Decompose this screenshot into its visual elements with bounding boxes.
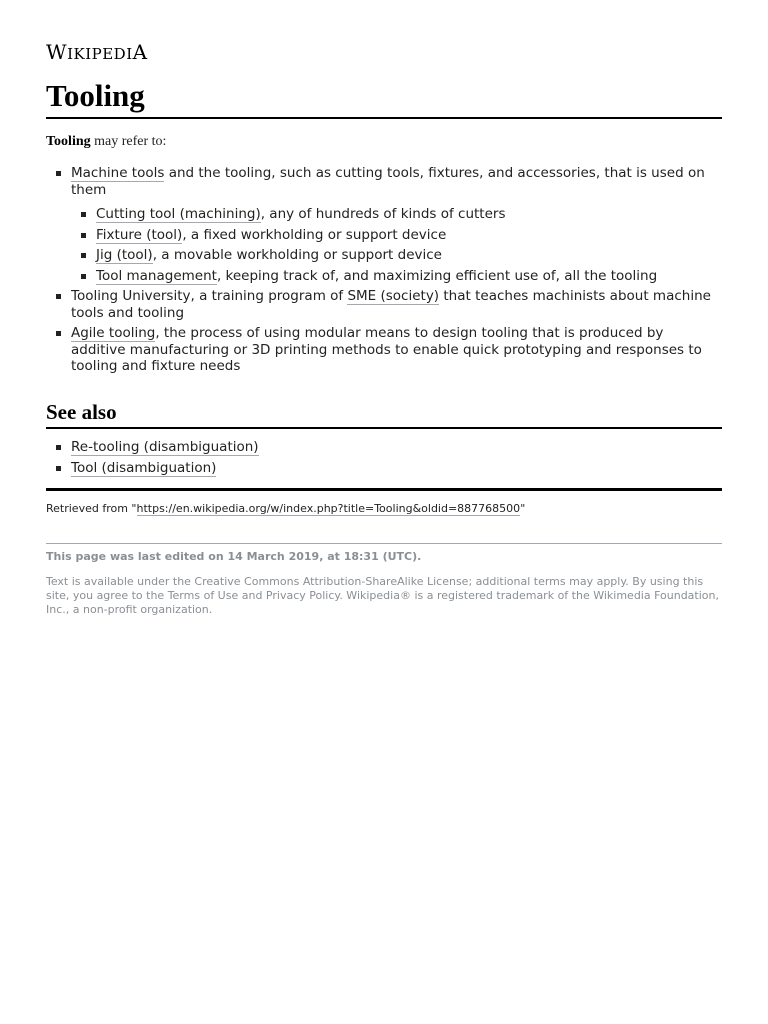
meanings-list [46,165,722,379]
link-machine-tools[interactable]: Machine tools [71,165,165,181]
list-item [46,325,722,375]
sub-list [71,206,722,284]
list-item [46,460,722,477]
link-jig-tool[interactable]: Jig (tool) [96,247,153,263]
sub-item-text: , a fixed workholding or support device [182,226,447,243]
license-notice: Text is available under the Creative Commons Attribution-ShareAlike License; additional terms may apply. By using this site, you agree to the Terms of Use and Privacy Policy. Wikipedia® is a registered trademark of the Wikimedia Foundation, Inc., a non-profit organization. [46,575,719,616]
wordmark-small-caps: IKIPEDI [67,45,133,63]
page-title: Tooling [46,77,722,119]
sub-list-item [71,227,722,244]
see-also-heading: See also [46,398,722,429]
wordmark-cap: W [46,40,68,64]
sub-item-text: , keeping track of, and maximizing efficient use of, all the tooling [216,267,658,284]
list-item [46,165,722,284]
link-fixture-tool[interactable]: Fixture (tool) [96,226,183,243]
see-also-list [46,439,722,480]
link-cutting-tool[interactable]: Cutting tool (machining) [96,206,261,222]
sub-item-text: , any of hundreds of kinds of cutters [260,206,506,222]
footer-divider [46,543,722,544]
list-item [46,439,722,456]
wordmark-end: A [132,40,148,64]
intro-paragraph [46,133,166,151]
sub-list-item [71,268,722,285]
retrieved-url-link[interactable]: https://en.wikipedia.org/w/index.php?title=Tooling&oldid=887768500 [136,502,521,515]
content-end-divider [46,488,722,491]
item-text: and the tooling, such as cutting tools, fixtures, and accessories, that is used on them [71,165,705,198]
retrieved-from [46,502,525,515]
link-tool-disambiguation[interactable]: Tool (disambiguation) [71,459,217,476]
last-edited-notice: This page was last edited on 14 March 2019, at 18:31 (UTC). [46,550,422,563]
item-text: , the process of using modular means to design tooling that is produced by additive manufacturing or 3D printing methods to enable quick prototyping and responses to tooling and fixture needs [71,325,702,374]
list-item [46,288,722,321]
wikipedia-wordmark[interactable] [46,40,148,66]
link-sme-society[interactable]: SME (society) [347,288,440,304]
intro-term: Tooling [46,134,91,149]
item-text-before: Tooling University, a training program of [71,288,348,304]
sub-list-item [71,206,722,223]
retrieved-prefix: Retrieved from " [46,502,137,515]
sub-item-text: , a movable workholding or support device [152,247,442,263]
retrieved-suffix: " [520,502,526,515]
item-text: that teaches machinists about machine tools and tooling [71,288,711,321]
link-agile-tooling[interactable]: Agile tooling [71,325,156,341]
link-tool-management[interactable]: Tool management [96,267,217,284]
sub-list-item [71,247,722,264]
link-retooling-disambiguation[interactable]: Re-tooling (disambiguation) [71,439,259,455]
intro-text: may refer to: [90,134,167,149]
